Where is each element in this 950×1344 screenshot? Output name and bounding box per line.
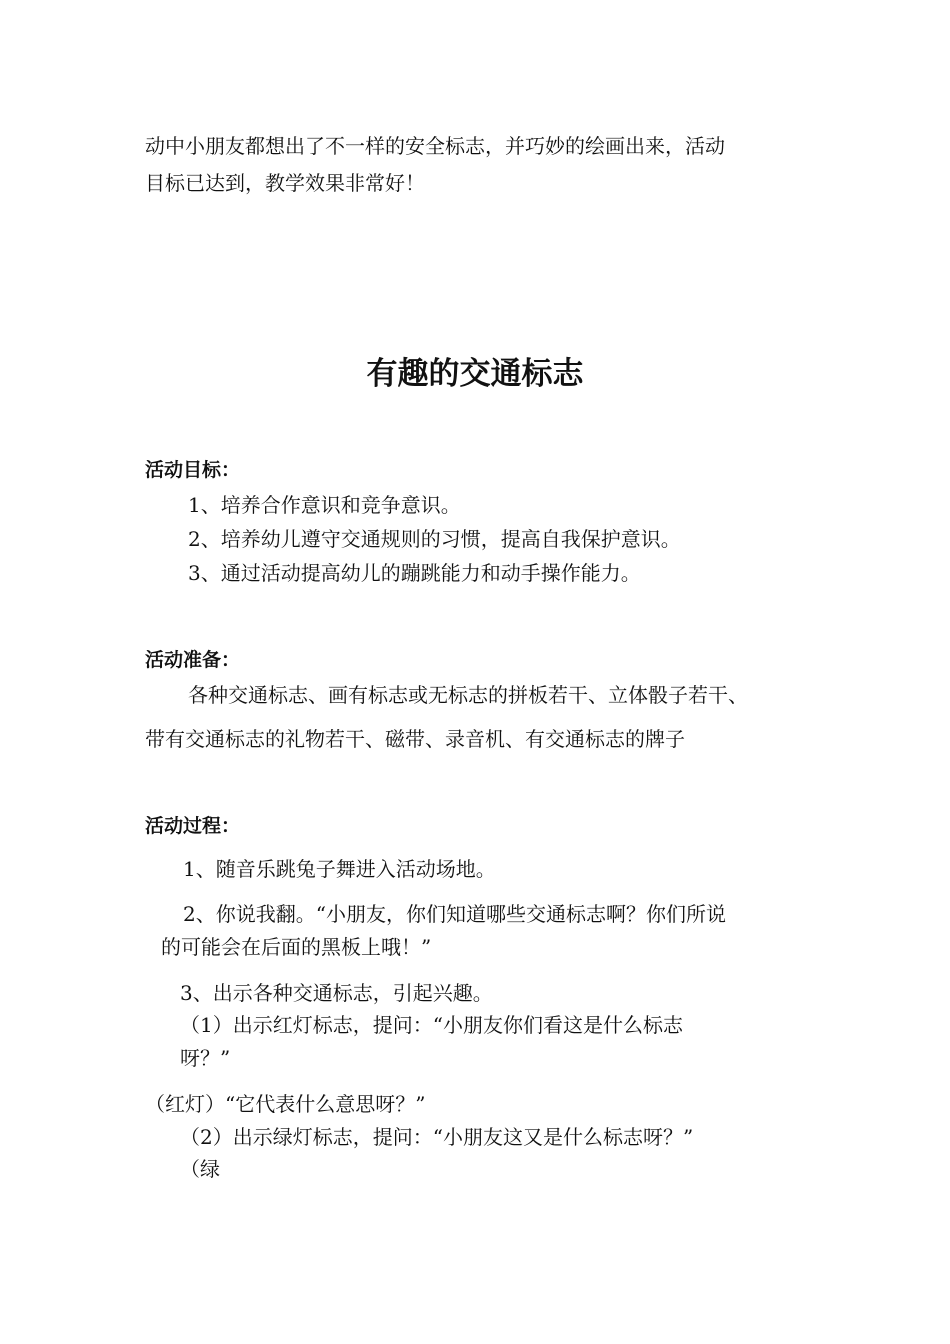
prep-heading: 活动准备： — [145, 649, 241, 671]
goal-item-3: 3、通过活动提高幼儿的蹦跳能力和动手操作能力。 — [188, 561, 641, 585]
process-step-3: 3、出示各种交通标志，引起兴趣。 — [180, 981, 493, 1005]
prep-line-2: 带有交通标志的礼物若干、磁带、录音机、有交通标志的牌子 — [145, 727, 685, 751]
intro-line-1: 动中小朋友都想出了不一样的安全标志，并巧妙的绘画出来，活动 — [145, 134, 725, 158]
process-sub-1-line-1: （1）出示红灯标志，提问：“小朋友你们看这是什么标志 — [180, 1013, 683, 1037]
process-sub-2-line-1: （2）出示绿灯标志，提问：“小朋友这又是什么标志呀？” — [180, 1125, 694, 1149]
prep-line-1: 各种交通标志、画有标志或无标志的拼板若干、立体骰子若干、 — [188, 683, 748, 707]
process-step-1: 1、随音乐跳兔子舞进入活动场地。 — [183, 857, 496, 881]
goals-heading: 活动目标： — [145, 459, 241, 481]
process-step-2-line-1: 2、你说我翻。“小朋友，你们知道哪些交通标志啊？你们所说 — [183, 902, 726, 926]
process-sub-2-line-2: （绿 — [180, 1157, 220, 1181]
goal-item-2: 2、培养幼儿遵守交通规则的习惯，提高自我保护意识。 — [188, 527, 681, 551]
goal-item-1: 1、培养合作意识和竞争意识。 — [188, 493, 461, 517]
process-heading: 活动过程： — [145, 815, 241, 837]
intro-line-2: 目标已达到，教学效果非常好！ — [145, 171, 425, 195]
process-step-2-line-2: 的可能会在后面的黑板上哦！” — [161, 935, 432, 959]
document-title: 有趣的交通标志 — [366, 356, 584, 392]
process-sub-1-line-3: （红灯）“它代表什么意思呀？” — [145, 1092, 426, 1116]
process-sub-1-line-2: 呀？” — [180, 1046, 231, 1070]
